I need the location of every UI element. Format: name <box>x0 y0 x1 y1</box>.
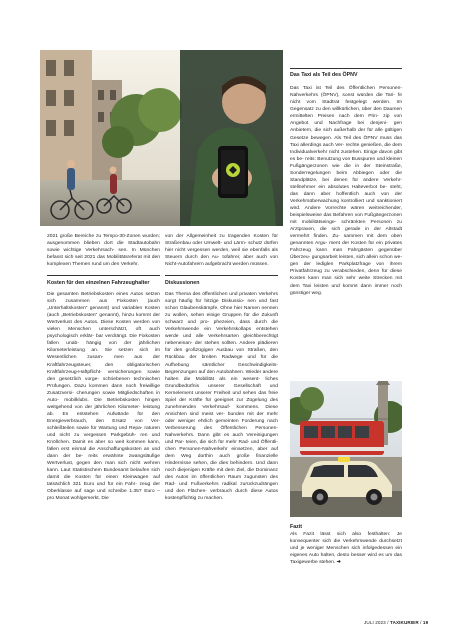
paragraph-kosten: Die gesamten Betriebskosten eines Autos setzen sich zusammen aus Fixkosten (auch „Unterhaltskosten“ genannt) und variablen Kosten (auch „Betriebskosten“ genannt), hinzu kommt der Wertverlust des Autos. Diese Kosten werden von vielen Menschen unterschätzt, oft auch psychologisch erklär- bar verdrängt. Die Fixkosten fallen unab- hängig von der jährlichen Kilometerleistung an. Sie setzen sich im Wesentlichen zusam- men aus der Kraftfahrzeugsteuer, den obligatorischen Kraftfahrzeug-Haftpflicht- versicherungen sowie den gesetzlich vorge- schriebenen technischen Prüfungen. Dazu kommen dann noch freiwillige Zusatzversi- cherungen sowie Mitgliedschaften in Auto- mobilklubs. Die Betriebskosten hingen weitgehend von der jährlichen Kilometer- leistung ab. Es entstehen Aufwände für den Energieverbrauch, den Ersatz von Ver- schleißteilen sowie für Wartung und Repa- raturen und nicht zu vergessen Parkgebüh- ren und Knöllchen. Damit es aber so weit kommen kann, fallen erst einmal die Anschaffungskosten an und dann der be- reits erwähnte zwangsläufige Wertverlust, gegen den man sich nicht wehren kann. Laut Statistischem Bundesamt belaufen sich damit die Kosten für einen Kleinwagen auf tatsächlich 321 Euro und für ein Fahr- zeug der Oberklasse auf sage und schreibe 1.357 Euro – pro Monat wohlgemerkt. Die <box>47 292 160 502</box>
intro-paragraph-col1: 2021 große Bereiche zu Tempo-30-Zonen wurden; ausgenommen blieben dort die Stadtautobahn sowie wichtige Verkehrsach- sen. In München befasst sich seit 2021 das Mobilitätsreferat mit den komplexen Themen rund um den Verkehr. <box>47 234 160 268</box>
heading-taxi-oepnv: Das Taxi als Teil des ÖPNV <box>290 72 358 78</box>
heading-diskussionen: Diskussionen <box>165 279 200 286</box>
column-left <box>47 233 160 502</box>
paragraph-diskussionen: Das Thema des öffentlichen und privaten Verkehrs sorgt häufig für hitzige Diskussio- nen und fast schon Glaubenskämpfe. Ohne hier Namen nennen zu wollen, sehen einige Gruppen für die Zukunft schwarz und pro- phezeien, dass durch die Verkehrswende ein Verkehrskollaps entstehen werde und alle Verkehrsarten gleichberechtigt nebeneinan- der stehen sollten. Andere plädieren für den großzügigen Ausbau von Straßen, den Rückbau der breiten Radwege und für die Aufhebung sämtlicher Geschwindigkeits- Begrenzungen auf den Autobahnen. Wieder andere halten die Mobilität als ein wesent- liches Grundbedürfnis unserer Gesellschaft und Kernelement unserer Freiheit und sehen das freie Spiel der Kräfte für geeignet zur Zügelung des zunehmenden Verkehrsauf- kommens. Diese Ansichten sind meist ver- bunden mit der mehr oder weniger ehrlich gemeinten Forderung nach Verbesserung des Öffentlichen Personen-Nahverkehrs. Dann gibt es auch Vereinigungen und Par- teien, die sich für mehr Rad- und Öffentli- chen Personen-Nahverkehr einsetzen, aber auf dem Weg dorthin auch große finanzielle Hindernisse sehen, die dies behindern. Und dann noch diejenigen Kräfte mit dem Ziel, die Dominanz des Autos im öffentlichen Raum zugunsten des Rad- und Fußverkehrs radikal zurückzudrängen und den Flächen- verbrauch durch diese Autos kostenpflichtig zu machen. <box>165 292 278 502</box>
fazit-section <box>290 524 402 566</box>
tram-taxi-photo <box>290 381 402 517</box>
paragraph-fazit <box>290 531 402 566</box>
fazit-text: Als Fazit lässt sich also festhalten: Je konsequenter sich die Verkehrswende durchsetzt und je weniger Menschen sich infolgedessen ein eigenes Auto halten, desto besser wird es um das Taxigewerbe stehen. <box>290 532 402 566</box>
top-divider <box>290 68 402 69</box>
intro-paragraph-col2: von der Allgemeinheit zu tragenden Kosten für Straßenbau oder Umwelt- und Lärm- schutz dürfen hier nicht vergessen werden, weil sie ebenfalls als Steuern durch den Au- tofahrer, aber auch von Nicht-Autofahrern aufgebracht werden müssen. <box>165 234 278 268</box>
footer-separator: / <box>420 620 422 625</box>
page-footer <box>364 620 428 625</box>
column-middle <box>165 233 278 502</box>
paragraph-taxi-oepnv: Das Taxi ist Teil des Öffentlichen Personen- Nahverkehrs (ÖPNV), sonst würden die Tari- fe nicht vom Stadtrat festgelegt werden. Im Gegensatz zu den willkürlichen, über den Daumen ermittelten Preisen nach dem Prin- zip von Angebot und Nachfrage bei denjeni- gen Anbietern, die sich außerhalb der für alle gültigen Gesetze bewegen. Als Teil des ÖPNV muss das Taxi allerdings auch Ver- rechte genießen, die dem Individualverkehr nicht zustehen. Einige davon gibt es be- reits: Benutzung von Busspuren und kleinen Fußgängerzonen wie die in der Steinstraße, Sonderregelungen beim Abbiegen oder die Standplätze, bei denen für andere Verkehr- stellnehmer ein absolutes Halteverbot be- steht, das dann aber hoffentlich auch von der Verkehrsüberwachung kontrolliert und sanktioniert wird. Andere Vorrechte wären weitreichender, beispielsweise das Befahren von Fußgängerzonen mit mobilitätseinge- schränkten Personen zu Arztpraxen, die sich gerade in der Altstadt vermehrt finden. Zu- sammen mit dem oben genannten Argu- ment der Kosten für ein privates Fahrzeug kann man Fahrgästen gegenüber Überzeu- gungsarbeit leisten, sich allein schon we- gen der lediglen Parkplatzfrage von ihrem Privatfahrzeug zu verabschieden, denn für diese Kosten kann man sich sehr weite Strecken mit dem Taxi leisten und kommt dann immer noch günstiger weg. <box>290 86 402 296</box>
cyclists-smartphone-photo <box>40 50 283 226</box>
end-arrow-icon: ➔ <box>336 560 341 566</box>
magazine-name: TAXIKURIER <box>390 620 419 625</box>
page-number: 19 <box>422 620 429 625</box>
heading-kosten: Kosten für den einzelnen Fahrzeughalter <box>47 279 150 286</box>
issue-date: JULI 2023 <box>364 620 386 625</box>
section-divider <box>165 275 278 276</box>
column-right <box>290 72 402 297</box>
heading-fazit: Fazit <box>290 524 303 530</box>
section-divider <box>47 275 160 276</box>
footer-separator: / <box>387 620 389 625</box>
